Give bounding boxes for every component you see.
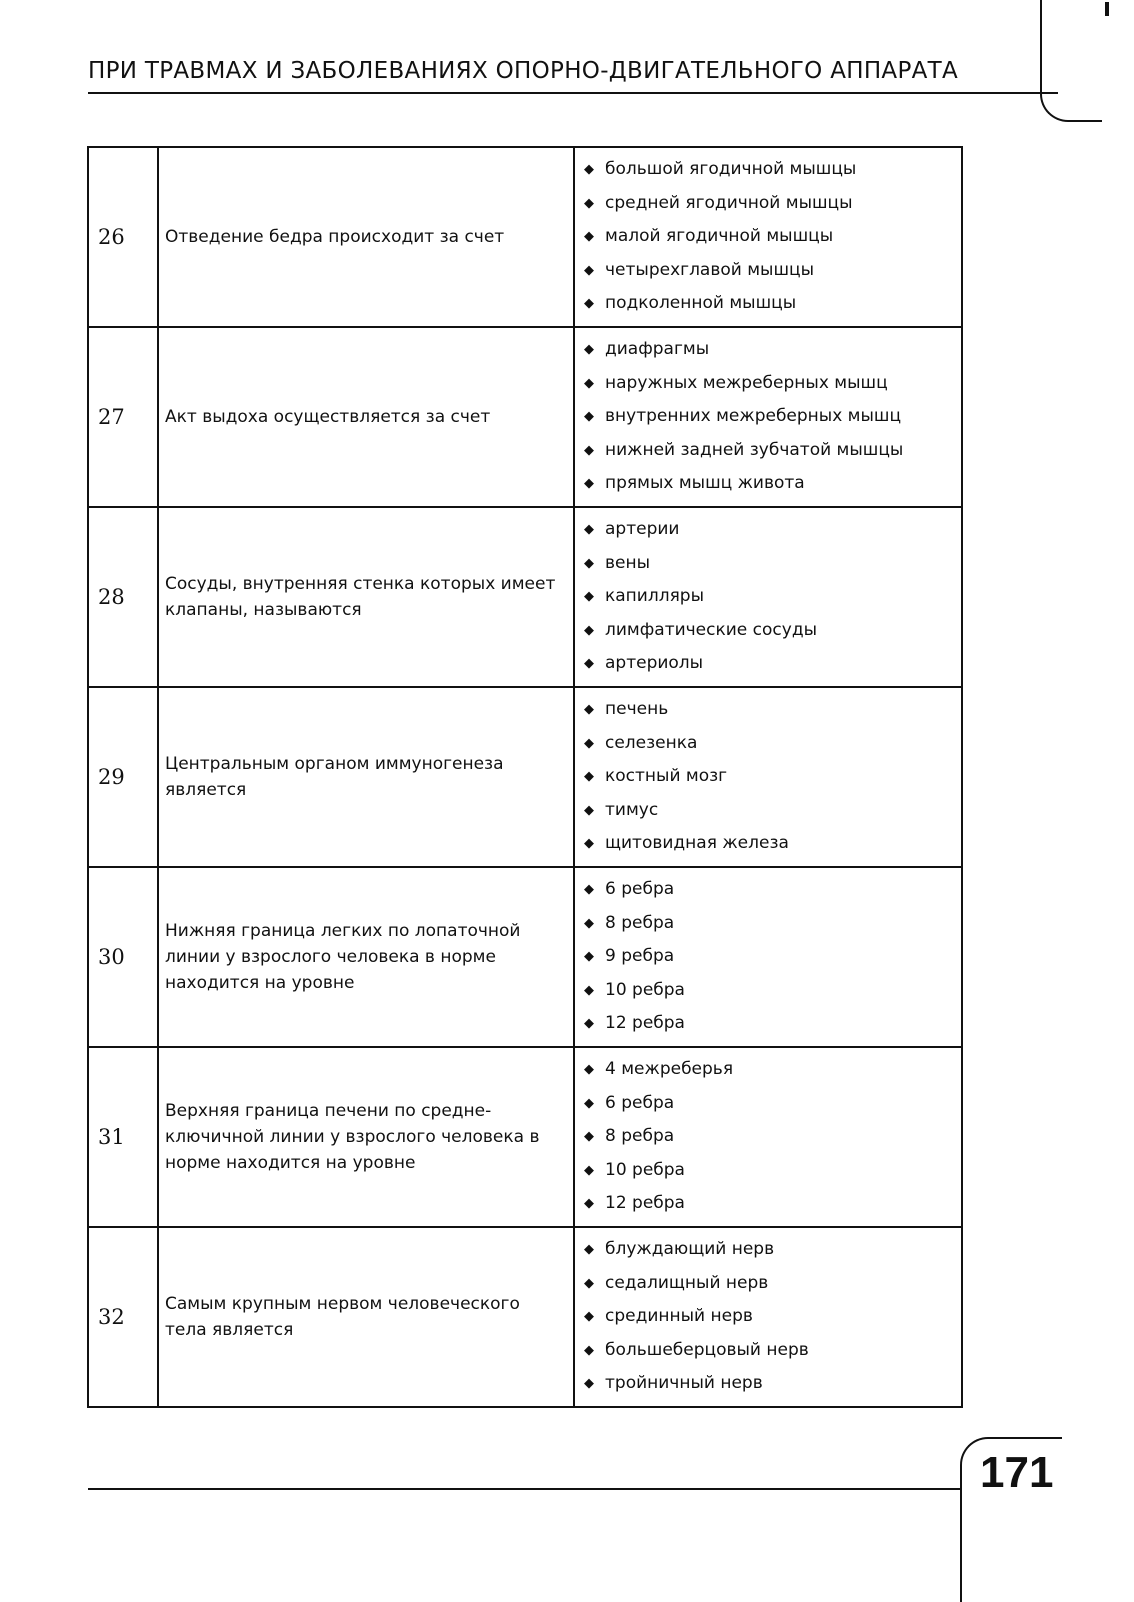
answer-option [583,940,961,974]
diamond-bullet-icon: ◆ [584,162,594,178]
answer-option [583,1233,961,1267]
answer-option-label: 10 ребра [605,1159,685,1180]
answer-option [583,693,961,727]
answer-option-label: внутренних межреберных мышц [605,406,902,427]
answer-options [574,147,962,327]
question-text: Нижняя граница легких по лопаточной линии у взрослого человека в норме находится на уровне [158,867,574,1047]
diamond-bullet-icon: ◆ [584,555,594,571]
answer-option-label: 8 ребра [605,1126,675,1147]
answer-option [583,400,961,434]
answer-option-label: тимус [605,799,659,820]
answer-option [583,1267,961,1301]
diamond-bullet-icon: ◆ [584,1275,594,1291]
answer-option-label: 12 ребра [605,1013,685,1034]
answer-option-label: малой ягодичной мышцы [605,226,834,247]
answer-option [583,287,961,321]
diamond-bullet-icon: ◆ [584,375,594,391]
answer-option-label: вены [605,552,651,573]
answer-option [583,1120,961,1154]
answer-option-label: блуждающий нерв [605,1239,775,1260]
answer-option [583,873,961,907]
answer-option [583,1334,961,1368]
diamond-bullet-icon: ◆ [584,656,594,672]
answer-option-label: средней ягодичной мышцы [605,192,853,213]
diamond-bullet-icon: ◆ [584,409,594,425]
answer-option [583,760,961,794]
answer-option [583,547,961,581]
diamond-bullet-icon: ◆ [584,802,594,818]
diamond-bullet-icon: ◆ [584,1129,594,1145]
option-list [583,693,961,861]
answer-option-label: лимфатические сосуды [605,619,818,640]
answer-options [574,507,962,687]
diamond-bullet-icon: ◆ [584,836,594,852]
answer-option-label: селезенка [605,732,698,753]
answer-option [583,580,961,614]
question-number: 27 [88,327,158,507]
diamond-bullet-icon: ◆ [584,982,594,998]
answer-option [583,513,961,547]
answer-option [583,1087,961,1121]
diamond-bullet-icon: ◆ [584,702,594,718]
answer-option-label: наружных межреберных мышц [605,372,888,393]
crop-mark [1105,2,1109,16]
page-number: 171 [980,1448,1054,1497]
question-row [88,507,962,687]
footer-rule [88,1488,961,1490]
diamond-bullet-icon: ◆ [584,882,594,898]
answer-option-label: четырехглавой мышцы [605,259,815,280]
answer-option [583,794,961,828]
quiz-table [87,146,963,1408]
question-row [88,1047,962,1227]
answer-option [583,467,961,501]
answer-option [583,254,961,288]
diamond-bullet-icon: ◆ [584,915,594,931]
answer-option [583,1187,961,1221]
answer-option-label: 8 ребра [605,912,675,933]
answer-option [583,220,961,254]
answer-option [583,1367,961,1401]
answer-option-label: 12 ребра [605,1193,685,1214]
answer-option-label: диафрагмы [605,339,710,360]
answer-options [574,1227,962,1407]
answer-option-label: большой ягодичной мышцы [605,159,857,180]
diamond-bullet-icon: ◆ [584,1242,594,1258]
answer-option [583,1053,961,1087]
answer-option-label: 10 ребра [605,979,685,1000]
answer-option [583,153,961,187]
answer-option-label: срединный нерв [605,1306,753,1327]
answer-options [574,327,962,507]
option-list [583,1233,961,1401]
question-number: 28 [88,507,158,687]
question-number: 26 [88,147,158,327]
answer-option [583,647,961,681]
diamond-bullet-icon: ◆ [584,735,594,751]
quiz-table-body [88,147,962,1407]
running-header: ПРИ ТРАВМАХ И ЗАБОЛЕВАНИЯХ ОПОРНО-ДВИГАТЕЛЬНОГО АППАРАТА [88,58,959,84]
answer-option-label: тройничный нерв [605,1373,763,1394]
answer-option-label: 4 межреберья [605,1059,734,1080]
question-row [88,147,962,327]
question-row [88,687,962,867]
question-text: Отведение бедра происходит за счет [158,147,574,327]
answer-options [574,1047,962,1227]
diamond-bullet-icon: ◆ [584,1196,594,1212]
answer-option-label: седалищный нерв [605,1272,769,1293]
answer-option-label: печень [605,699,669,720]
question-number: 29 [88,687,158,867]
answer-option-label: щитовидная железа [605,833,789,854]
diamond-bullet-icon: ◆ [584,1342,594,1358]
answer-option-label: артериолы [605,653,704,674]
answer-option-label: артерии [605,519,680,540]
option-list [583,873,961,1041]
diamond-bullet-icon: ◆ [584,1062,594,1078]
diamond-bullet-icon: ◆ [584,769,594,785]
diamond-bullet-icon: ◆ [584,442,594,458]
answer-option-label: большеберцовый нерв [605,1339,809,1360]
answer-option-label: 9 ребра [605,946,675,967]
answer-option [583,827,961,861]
answer-option [583,187,961,221]
answer-option-label: капилляры [605,586,705,607]
diamond-bullet-icon: ◆ [584,1162,594,1178]
question-row [88,867,962,1047]
answer-option-label: костный мозг [605,766,728,787]
option-list [583,153,961,321]
diamond-bullet-icon: ◆ [584,622,594,638]
diamond-bullet-icon: ◆ [584,476,594,492]
answer-option [583,333,961,367]
answer-option [583,1007,961,1041]
answer-option-label: прямых мышц живота [605,473,805,494]
answer-option [583,727,961,761]
diamond-bullet-icon: ◆ [584,229,594,245]
header-rule [88,92,1058,94]
question-text: Верхняя граница печени по средне-ключичной линии у взрослого человека в норме находится на уровне [158,1047,574,1227]
diamond-bullet-icon: ◆ [584,296,594,312]
answer-option-label: подколенной мышцы [605,293,797,314]
answer-option-label: 6 ребра [605,879,675,900]
option-list [583,333,961,501]
question-number: 30 [88,867,158,1047]
answer-option [583,614,961,648]
answer-option [583,434,961,468]
question-text: Акт выдоха осуществляется за счет [158,327,574,507]
answer-option [583,367,961,401]
diamond-bullet-icon: ◆ [584,589,594,605]
answer-option [583,1300,961,1334]
answer-option-label: нижней задней зубчатой мышцы [605,439,904,460]
diamond-bullet-icon: ◆ [584,262,594,278]
question-text: Сосуды, внутренняя стенка которых имеет клапаны, называются [158,507,574,687]
question-row [88,327,962,507]
answer-option [583,907,961,941]
question-text: Самым крупным нервом человеческого тела является [158,1227,574,1407]
question-number: 32 [88,1227,158,1407]
answer-option [583,1154,961,1188]
option-list [583,513,961,681]
diamond-bullet-icon: ◆ [584,1309,594,1325]
page-corner-top [1040,0,1102,122]
answer-options [574,867,962,1047]
diamond-bullet-icon: ◆ [584,195,594,211]
diamond-bullet-icon: ◆ [584,949,594,965]
answer-option [583,974,961,1008]
answer-option-label: 6 ребра [605,1092,675,1113]
answer-options [574,687,962,867]
diamond-bullet-icon: ◆ [584,1376,594,1392]
diamond-bullet-icon: ◆ [584,522,594,538]
diamond-bullet-icon: ◆ [584,1016,594,1032]
option-list [583,1053,961,1221]
diamond-bullet-icon: ◆ [584,1095,594,1111]
question-row [88,1227,962,1407]
diamond-bullet-icon: ◆ [584,342,594,358]
question-number: 31 [88,1047,158,1227]
question-text: Центральным органом иммуногенеза является [158,687,574,867]
